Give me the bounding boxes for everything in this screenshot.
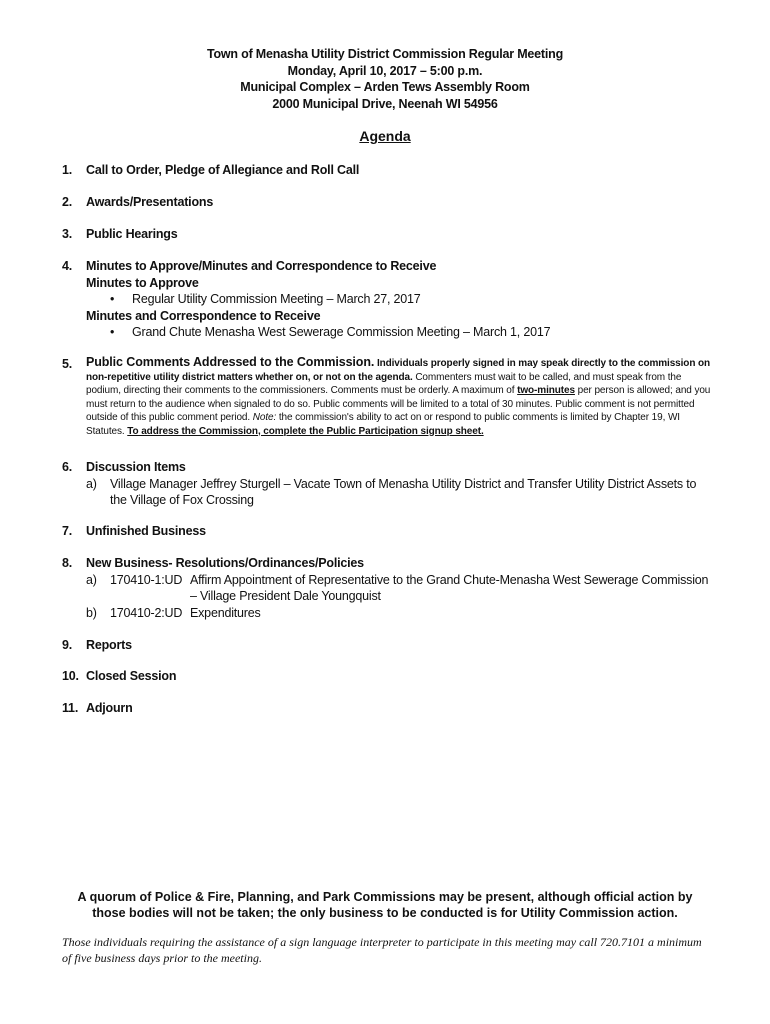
list-item (86, 605, 712, 622)
agenda-title: Agenda (359, 128, 411, 144)
list-item-text: Grand Chute Menasha West Sewerage Commission Meeting – March 1, 2017 (132, 325, 551, 339)
item-title: Reports (86, 638, 132, 652)
agenda-item-7 (62, 523, 712, 540)
agenda-item-4 (62, 258, 712, 341)
header-address: 2000 Municipal Drive, Neenah WI 54956 (272, 96, 498, 111)
header-location: Municipal Complex – Arden Tews Assembly Room (240, 80, 530, 94)
agenda-item-6 (62, 459, 712, 509)
item-number: 7. (62, 524, 73, 538)
list-item (110, 291, 712, 308)
item-number: 6. (62, 460, 73, 474)
resolution-code: 170410-2:UD (110, 605, 183, 620)
list-item (86, 572, 712, 605)
item-number: 8. (62, 556, 73, 570)
item-title: Unfinished Business (86, 524, 206, 538)
item-title: Minutes to Approve/Minutes and Correspondence to Receive (86, 259, 437, 273)
agenda-item-11 (62, 700, 712, 717)
public-comment-bold: Individuals properly signed in may speak directly to the commission on non-repetitive utility district matters whether on, or not on the agenda. (86, 358, 711, 383)
agenda-item-1 (62, 162, 712, 179)
item-number: 11. (62, 701, 79, 715)
item-title: Discussion Items (86, 460, 186, 474)
agenda-item-2 (62, 194, 712, 211)
header-title: Town of Menasha Utility District Commission Regular Meeting (206, 47, 564, 61)
sub-item-label: a) (86, 476, 97, 491)
item-title: Public Hearings (86, 227, 178, 241)
interpreter-notice: Those individuals requiring the assistance of a sign language interpreter to participate in this meeting may call 720.7101 a minimum of five business days prior to the meeting. (62, 935, 702, 965)
item-title: Public Comments Addressed to the Commission. (86, 355, 375, 369)
item-title: Awards/Presentations (86, 195, 214, 209)
list-item-text: Expenditures (190, 605, 261, 620)
agenda-item-8 (62, 555, 712, 621)
item-number: 9. (62, 638, 73, 652)
quorum-notice: A quorum of Police & Fire, Planning, and Park Commissions may be present, although official action by those bodies will not be taken; the only business to be conducted is for Utility Commission action. (77, 890, 693, 920)
public-comment-text (86, 356, 712, 438)
list-item-text: Village Manager Jeffrey Sturgell – Vacate Town of Menasha Utility District and Transfer Utility District Assets to the Village of Fox Crossing (110, 476, 697, 507)
item-title: Call to Order, Pledge of Allegiance and Roll Call (86, 163, 360, 177)
note-label: Note: (252, 412, 277, 423)
header-date: Monday, April 10, 2017 – 5:00 p.m. (287, 63, 483, 78)
public-comment-rules-cont: per person is allowed; and you must return to the audience when signaled to do so. Public comments will be limited to a total of 30 minutes. Public comment is not permitted outside of this public comment period. (86, 385, 711, 423)
agenda-item-10 (62, 668, 712, 685)
sub-heading-minutes-to-approve: Minutes to Approve (86, 275, 199, 290)
item-number: 2. (62, 195, 73, 209)
meeting-header (0, 46, 770, 112)
item-number: 1. (62, 163, 73, 177)
item-number: 4. (62, 259, 73, 273)
two-minutes-emphasis: two-minutes (517, 385, 575, 396)
agenda-item-9 (62, 637, 712, 654)
list-item (110, 324, 712, 341)
item-number: 5. (62, 357, 73, 371)
bullet-icon: • (110, 325, 115, 339)
sub-item-label: b) (86, 605, 97, 620)
item-title: New Business- Resolutions/Ordinances/Policies (86, 556, 364, 570)
public-comment-note: the commission's ability to act on or respond to public comments is limited by Chapter 19, WI Statutes. (86, 412, 680, 437)
agenda-item-5 (62, 356, 712, 438)
item-number: 3. (62, 227, 73, 241)
signup-instruction: To address the Commission, complete the Public Participation signup sheet. (127, 425, 484, 437)
item-number: 10. (62, 669, 79, 683)
list-item-text: Regular Utility Commission Meeting – March 27, 2017 (132, 292, 421, 306)
public-comment-rules: Commenters must wait to be called, and must speak from the podium, directing their comments to the commissioners. Comments must be orderly. A maximum of (86, 371, 682, 396)
sub-heading-minutes-to-receive: Minutes and Correspondence to Receive (86, 308, 321, 323)
list-item-text: Affirm Appointment of Representative to the Grand Chute-Menasha West Sewerage Commission – Village President Dale Youngquist (190, 572, 709, 603)
resolution-code: 170410-1:UD (110, 572, 183, 587)
sub-item-label: a) (86, 572, 97, 587)
agenda-item-3 (62, 226, 712, 243)
bullet-icon: • (110, 292, 115, 306)
item-title: Adjourn (86, 701, 133, 715)
list-item (86, 476, 712, 509)
item-title: Closed Session (86, 669, 177, 683)
